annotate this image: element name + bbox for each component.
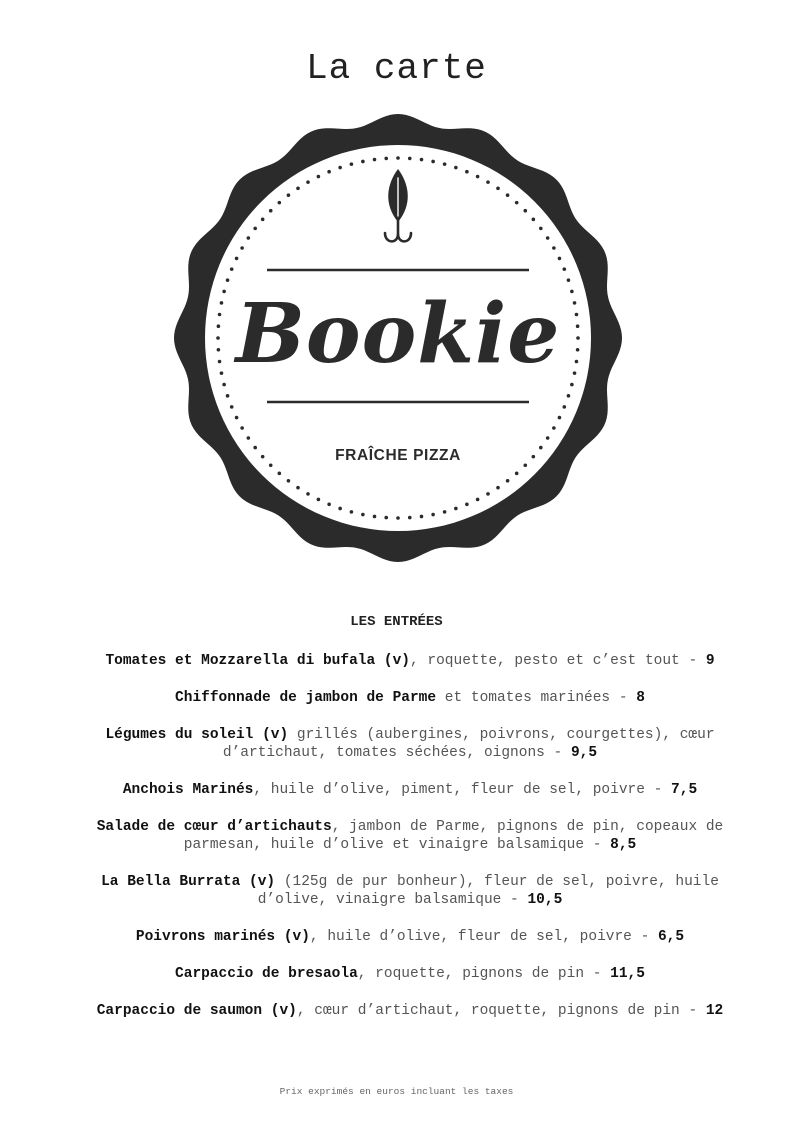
logo-ring-dot [235,257,239,261]
dish-name: Carpaccio de saumon (v) [96,1003,297,1019]
logo-ring-dot [431,160,435,164]
logo-ring-dot [361,160,365,164]
logo-ring-dot [217,348,221,352]
dish-description: , roquette, pesto et c’est tout - [410,653,706,669]
logo-ring-dot [532,218,536,222]
logo-ring-dot [247,236,251,240]
logo-ring-dot [384,157,388,161]
logo-ring-dot [546,436,550,440]
logo-ring-dot [240,246,244,250]
logo-ring-dot [220,301,224,305]
logo-ring-dot [306,492,310,496]
logo-ring-dot [552,246,556,250]
logo-ring-dot [443,162,447,166]
logo-ring-dot [523,463,527,467]
logo-ring-dot [253,227,257,231]
dish-price: 10,5 [527,892,563,908]
logo-ring-dot [575,360,579,364]
dish-name: Carpaccio de bresaola [175,966,358,982]
dish-price: 7,5 [671,782,698,798]
dish-description: , cœur d’artichaut, roquette, pignons de pin - [296,1003,706,1019]
logo-ring-dot [317,175,321,179]
logo-ring-dot [350,510,354,514]
logo-ring-dot [454,507,458,511]
logo-ring-dot [230,267,234,271]
dish-price: 8 [636,690,645,706]
menu-item [70,689,750,707]
logo-ring-dot [373,158,377,162]
logo-ring-dot [226,278,230,282]
dish-name: Légumes du soleil (v) [105,727,289,743]
dish-name: Salade de cœur d’artichauts [96,819,332,835]
dish-name: La Bella Burrata (v) [101,874,276,890]
logo-ring-dot [247,436,251,440]
logo-ring-dot [539,227,543,231]
dish-name: Poivrons marinés (v) [135,929,310,945]
logo-ring-dot [220,371,224,375]
logo-ring-dot [261,455,265,459]
logo-ring-dot [546,236,550,240]
logo-ring-dot [496,486,500,490]
menu-item [70,781,750,799]
menu-item [70,1002,750,1020]
logo-ring-dot [567,394,571,398]
section-title: LES ENTRÉES [350,614,443,630]
logo-ring-dot [235,416,239,420]
logo-ring-dot [576,348,580,352]
menu-item [70,928,750,946]
bookie-logo [174,112,622,564]
logo-ring-dot [384,516,388,520]
dish-description: , roquette, pignons de pin - [357,966,611,982]
logo-ring-dot [420,515,424,519]
logo-ring-dot [350,162,354,166]
dish-price: 8,5 [610,837,637,853]
logo-ring-dot [558,416,562,420]
logo-ring-dot [496,187,500,191]
logo-ring-dot [278,472,282,476]
dish-name: Anchois Marinés [122,782,254,798]
menu-list [70,652,750,1039]
logo-wordmark: Bookie [235,286,561,382]
logo-ring-dot [567,278,571,282]
logo-ring-dot [515,472,519,476]
logo-ring-dot [361,513,365,517]
dish-description: , jambon de Parme, pignons de pin, copeaux de parmesan, huile d’olive et vinaigre balsamique - [183,819,724,853]
logo-ring-dot [373,515,377,519]
footer-note: Prix exprimés en euros incluant les taxes [279,1086,514,1097]
logo-ring-dot [338,166,342,170]
logo-ring-dot [218,313,222,317]
dish-description: (125g de pur bonheur), fleur de sel, poivre, huile d’olive, vinaigre balsamique - [257,874,719,908]
logo-ring-dot [287,479,291,483]
logo-ring-dot [573,371,577,375]
logo-ring-dot [465,503,469,507]
logo-ring-dot [218,360,222,364]
logo-ring-dot [222,383,226,387]
logo-ring-dot [506,193,510,197]
dish-name: Chiffonnade de jambon de Parme [175,690,437,706]
logo-ring-dot [269,463,273,467]
logo-ring-dot [408,516,412,520]
logo-ring-dot [570,290,574,294]
logo-ring-dot [523,209,527,213]
logo-ring-dot [338,507,342,511]
logo-ring-dot [222,290,226,294]
menu-item [70,873,750,909]
menu-item [70,652,750,670]
logo-ring-dot [253,446,257,450]
logo-ring-dot [216,336,220,340]
logo-ring-dot [563,405,567,409]
menu-item [70,818,750,854]
logo-ring-dot [240,426,244,430]
logo-ring-dot [443,510,447,514]
logo-ring-dot [278,201,282,205]
logo-ring-dot [552,426,556,430]
dish-price: 9 [705,653,715,669]
logo-ring-dot [476,498,480,502]
dish-price: 9,5 [570,745,598,761]
logo-ring-dot [269,209,273,213]
logo-ring-dot [408,157,412,161]
logo-ring-dot [431,513,435,517]
dish-price: 6,5 [657,929,685,945]
logo-ring-dot [576,324,580,328]
logo-ring-dot [327,170,331,174]
logo-ring-dot [217,324,221,328]
logo-ring-dot [287,193,291,197]
logo-ring-dot [261,218,265,222]
logo-ring-dot [420,158,424,162]
logo-ring-dot [230,405,234,409]
dish-price: 11,5 [610,966,645,982]
menu-item [70,726,750,762]
logo-ring-dot [486,180,490,184]
dish-price: 12 [705,1003,724,1019]
logo-ring-dot [226,394,230,398]
logo-ring-dot [575,313,579,317]
logo-ring-dot [576,336,580,340]
page-title: La carte [306,48,487,89]
dish-name: Tomates et Mozzarella di bufala (v) [105,653,410,669]
dish-description: et tomates marinées - [436,690,637,706]
logo-ring-dot [396,156,400,160]
logo-ring-dot [465,170,469,174]
logo-ring-dot [454,166,458,170]
logo-ring-dot [539,446,543,450]
logo-ring-dot [570,383,574,387]
logo-ring-dot [306,180,310,184]
dish-description: , huile d’olive, fleur de sel, poivre - [309,929,658,945]
dish-description: , huile d’olive, piment, fleur de sel, poivre - [253,782,672,798]
logo-ring-dot [396,516,400,520]
logo-ring-dot [296,187,300,191]
logo-ring-dot [573,301,577,305]
logo-ring-dot [327,503,331,507]
dish-description: grillés (aubergines, poivrons, courgettes), cœur d’artichaut, tomates séchées, oignons - [222,727,715,761]
logo-ring-dot [317,498,321,502]
logo-ring-dot [532,455,536,459]
logo-ring-dot [296,486,300,490]
logo-ring-dot [506,479,510,483]
logo-ring-dot [476,175,480,179]
logo-ring-dot [515,201,519,205]
menu-item [70,965,750,983]
logo-ring-dot [563,267,567,271]
logo-tagline: FRAÎCHE PIZZA [335,447,461,464]
logo-ring-dot [558,257,562,261]
logo-ring-dot [486,492,490,496]
